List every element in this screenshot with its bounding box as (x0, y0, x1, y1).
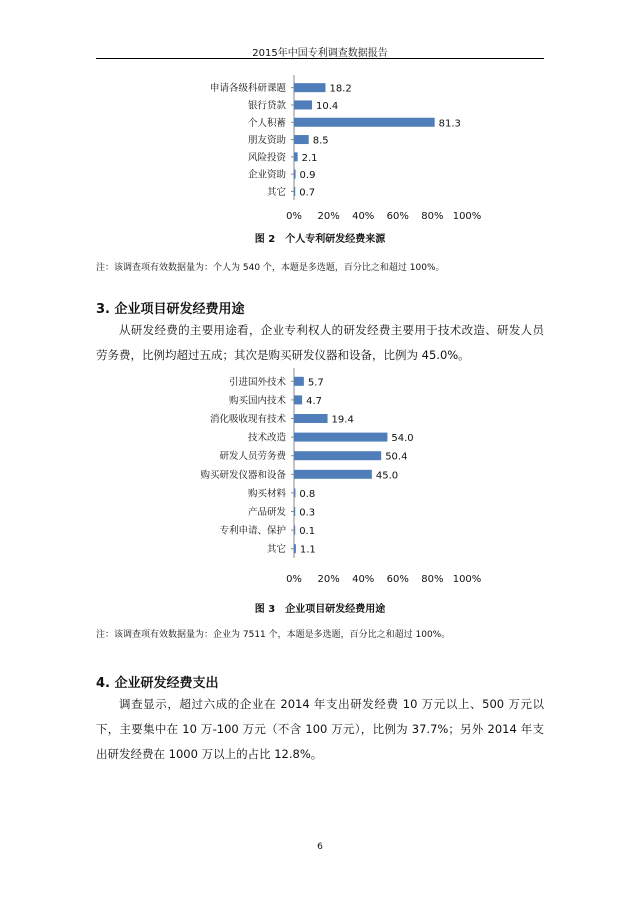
category-label: 引进国外技术 (228, 376, 286, 388)
data-label: 0.8 (299, 488, 316, 500)
data-label: 50.4 (385, 451, 408, 463)
category-label: 个人积蓄 (247, 117, 286, 129)
data-label: 81.3 (438, 118, 461, 130)
category-label: 其它 (266, 186, 286, 198)
figure-2-caption: 图 2 个人专利研发经费来源 (254, 234, 386, 245)
category-label: 银行贷款 (247, 100, 286, 112)
data-label: 45.0 (375, 470, 399, 482)
figure-3-note: 注：该调查项有效数据量为：企业为 7511 个，本题是多选题，百分比之和超过 100%。 (96, 630, 451, 640)
bar (294, 451, 381, 460)
page-header-title: 2015年中国专利调查数据报告 (252, 48, 388, 59)
data-label: 18.2 (329, 83, 352, 95)
page-number: 6 (317, 842, 323, 852)
x-tick-label: 100% (452, 574, 482, 585)
section-4-paragraph: 调查显示，超过六成的企业在 2014 年支出研发经费 10 万元以上、500 万元以下，主要集中在 10 万-100 万元（不含 100 万元），比例为 37.7%；另外 2014 年支出研发经费在 1000 万以上的占比 12.8%。 (96, 697, 544, 761)
figure-3-caption: 图 3 企业项目研发经费用途 (254, 604, 386, 615)
section-3-paragraph: 从研发经费的主要用途看，企业专利权人的研发经费主要用于技术改造、研发人员劳务费，比例均超过五成；其次是购买研发仪器和设备，比例为 45.0%。 (96, 323, 544, 362)
bar (294, 433, 387, 442)
category-label: 购买研发仪器和设备 (200, 469, 286, 481)
x-tick-label: 0% (286, 574, 302, 585)
category-label: 产品研发 (247, 507, 286, 518)
data-label: 19.4 (331, 414, 354, 426)
x-tick-label: 20% (317, 574, 340, 585)
category-label: 风险投资 (247, 152, 286, 164)
category-label: 企业资助 (247, 169, 286, 181)
bar (294, 488, 295, 497)
x-tick-label: 40% (352, 211, 375, 222)
data-label: 54.0 (391, 433, 414, 445)
x-tick-label: 60% (386, 574, 409, 585)
data-label: 2.1 (301, 152, 318, 164)
data-label: 1.1 (299, 544, 316, 556)
data-label: 8.5 (312, 135, 329, 147)
category-label: 其它 (266, 544, 286, 556)
bar (294, 395, 302, 404)
x-tick-label: 80% (421, 211, 444, 222)
category-label: 朋友资助 (247, 135, 286, 147)
bar (294, 544, 296, 553)
bar (294, 470, 372, 479)
figure-2-note: 注：该调查项有效数据量为：个人为 540 个，本题是多选题，百分比之和超过 100%。 (96, 263, 445, 273)
data-label: 10.4 (315, 100, 339, 112)
category-label: 申请各级科研课题 (209, 83, 286, 95)
category-label: 研发人员劳务费 (219, 451, 286, 463)
x-tick-label: 60% (386, 211, 409, 222)
data-label: 0.9 (299, 170, 316, 182)
category-label: 购买材料 (247, 488, 286, 500)
bar (294, 414, 328, 423)
category-label: 消化吸收现有技术 (209, 414, 286, 425)
x-tick-label: 100% (452, 211, 482, 222)
data-label: 0.3 (299, 507, 316, 519)
bar (294, 377, 304, 386)
data-label: 4.7 (306, 395, 323, 407)
data-label: 5.7 (307, 377, 324, 389)
data-label: 0.1 (299, 526, 316, 538)
section-3-heading: 3. 企业项目研发经费用途 (96, 302, 245, 317)
bar (294, 507, 295, 516)
category-label: 专利申请、保护 (219, 525, 286, 537)
bar (294, 526, 295, 535)
x-tick-label: 40% (352, 574, 375, 585)
data-label: 0.7 (299, 187, 316, 199)
x-tick-label: 80% (421, 574, 444, 585)
category-label: 技术改造 (247, 432, 286, 444)
section-4-heading: 4. 企业研发经费支出 (96, 676, 219, 691)
category-label: 购买国内技术 (228, 395, 286, 407)
x-tick-label: 20% (317, 211, 340, 222)
x-tick-label: 0% (286, 211, 302, 222)
